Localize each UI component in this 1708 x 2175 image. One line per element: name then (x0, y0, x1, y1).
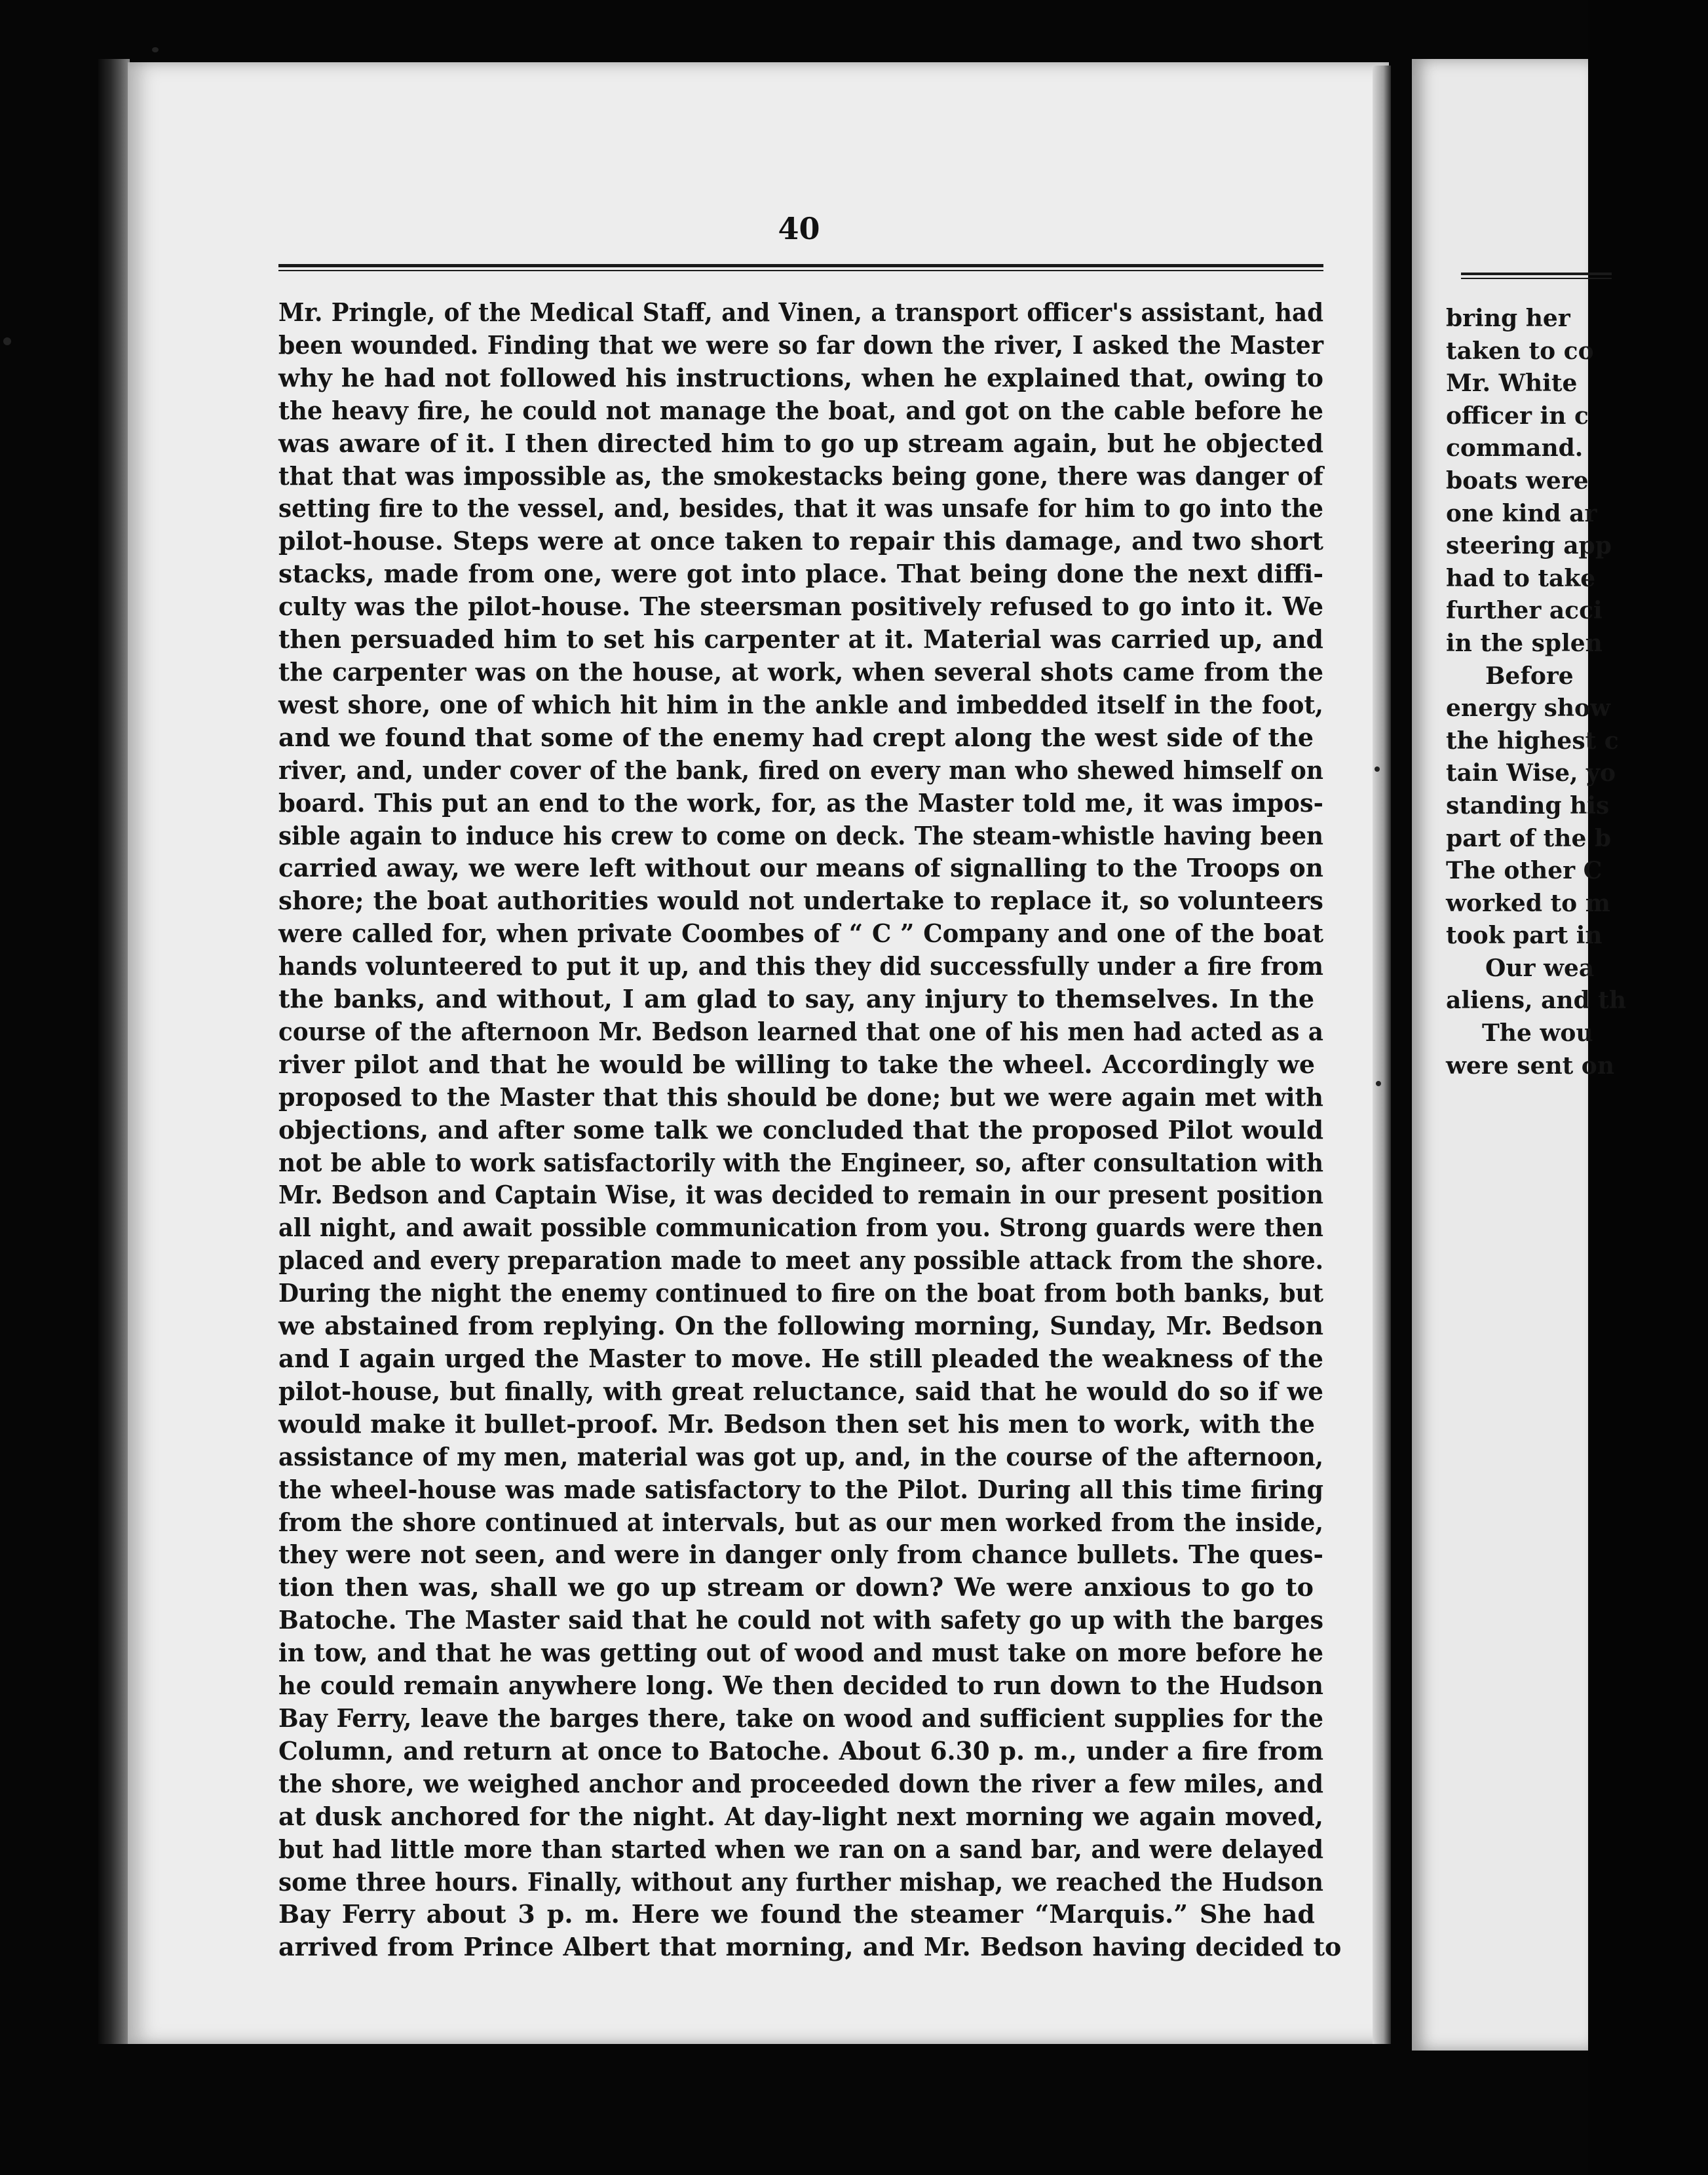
text-line: river, and, under cover of the bank, fired on every man who shewed himself on (278, 755, 1323, 785)
fragment-line: part of the b (1446, 824, 1612, 852)
text-line: arrived from Prince Albert that morning, and Mr. Bedson having decided to (278, 1932, 1342, 1962)
text-line: all night, and await possible communication from you. Strong guards were then (278, 1213, 1323, 1243)
text-line: were called for, when private Coombes of “ C ” Company and one of the boat (278, 918, 1323, 949)
text-line: they were not seen, and were in danger only from chance bullets. The ques- (278, 1540, 1323, 1570)
fragment-line: officer in c (1446, 402, 1589, 430)
fragment-line: The other C (1446, 857, 1603, 885)
scan-speck (152, 47, 159, 52)
fragment-line: The wou (1482, 1019, 1593, 1048)
text-line: but had little more than started when we ran on a sand bar, and were delayed (278, 1834, 1323, 1864)
text-line: that that was impossible as, the smokestacks being gone, there was danger of (278, 461, 1323, 491)
text-line: carried away, we were left without our means of signalling to the Troops on (278, 853, 1323, 883)
fragment-line: one kind ar (1446, 499, 1597, 527)
page-curl-edge (1373, 66, 1391, 2044)
text-line: the wheel-house was made satisfactory to the Pilot. During all this time firing (278, 1474, 1323, 1504)
fragment-line: boats were (1446, 466, 1589, 495)
text-line: board. This put an end to the work, for, as the Master told me, it was impos- (278, 787, 1323, 818)
text-line: was aware of it. I then directed him to go up stream again, but he objected (278, 428, 1323, 458)
right-page-text (1446, 303, 1708, 1082)
right-header-rule-thick (1461, 273, 1612, 275)
text-line: hands volunteered to put it up, and this they did successfully under a fire from (278, 951, 1323, 981)
right-header-rule-thin (1461, 278, 1612, 279)
text-line: the banks, and without, I am glad to say, any injury to themselves. In the (278, 984, 1314, 1014)
fragment-line: took part in (1446, 922, 1603, 950)
text-line: During the night the enemy continued to fire on the boat from both banks, but (278, 1278, 1323, 1308)
text-line: from the shore continued at intervals, but as our men worked from the inside, (278, 1507, 1323, 1537)
fragment-line: standing his (1446, 791, 1610, 820)
scan-speck (1376, 1081, 1381, 1086)
fragment-line: Before (1485, 662, 1574, 690)
text-line: been wounded. Finding that we were so far down the river, I asked the Master (278, 330, 1323, 360)
text-line: he could remain anywhere long. We then decided to run down to the Hudson (278, 1671, 1323, 1701)
text-line: stacks, made from one, were got into place. That being done the next diffi- (278, 559, 1323, 589)
text-line: culty was the pilot-house. The steersman positively refused to go into it. We (278, 592, 1323, 622)
fragment-line: command. (1446, 434, 1584, 463)
fragment-line: aliens, and th (1446, 987, 1627, 1015)
fragment-line: were sent on (1446, 1051, 1614, 1080)
text-line: setting fire to the vessel, and, besides, that it was unsafe for him to go into the (278, 493, 1323, 523)
text-line: would make it bullet-proof. Mr. Bedson then set his men to work, with the (278, 1409, 1315, 1439)
text-line: sible again to induce his crew to come on deck. The steam-whistle having been (278, 820, 1323, 850)
fragment-line: Mr. White (1446, 369, 1578, 398)
text-line: west shore, one of which hit him in the ankle and imbedded itself in the foot, (278, 689, 1323, 719)
fragment-line: the highest c (1446, 727, 1619, 755)
page-number: 40 (778, 211, 820, 246)
header-rule-thin (278, 270, 1323, 271)
fragment-line: worked to m (1446, 889, 1610, 917)
scan-speck (3, 337, 11, 345)
text-line: the shore, we weighed anchor and proceeded down the river a few miles, and (278, 1768, 1323, 1798)
text-line: Bay Ferry, leave the barges there, take on wood and sufficient supplies for the (278, 1703, 1323, 1733)
text-line: Mr. Pringle, of the Medical Staff, and Vinen, a transport officer's assistant, had (278, 297, 1323, 327)
text-line: Bay Ferry about 3 p. m. Here we found the steamer “Marquis.” She had (278, 1899, 1315, 1929)
text-line: Batoche. The Master said that he could not with safety go up with the barges (278, 1605, 1323, 1635)
fragment-line: had to take (1446, 564, 1596, 592)
fragment-line: taken to co (1446, 337, 1594, 365)
right-page-fragment (1412, 59, 1627, 2051)
text-line: shore; the boat authorities would not undertake to replace it, so volunteers (278, 886, 1323, 916)
fragment-line: Our wea (1485, 954, 1595, 982)
text-line: tion then was, shall we go up stream or down? We were anxious to go to (278, 1572, 1314, 1602)
text-line: and I again urged the Master to move. He still pleaded the weakness of the (278, 1344, 1323, 1373)
fragment-line: energy show (1446, 694, 1611, 723)
fragment-line: bring her (1446, 305, 1570, 332)
text-line: why he had not followed his instructions, when he explained that, owing to (278, 362, 1323, 392)
body-text (278, 296, 1342, 1963)
fragment-line: further acci (1446, 597, 1603, 625)
text-line: the heavy fire, he could not manage the boat, and got on the cable before he (278, 395, 1323, 425)
text-line: we abstained from replying. On the following morning, Sunday, Mr. Bedson (278, 1311, 1323, 1341)
text-line: pilot-house, but finally, with great reluctance, said that he would do so if we (278, 1376, 1323, 1406)
text-line: some three hours. Finally, without any further mishap, we reached the Hudson (278, 1866, 1323, 1897)
fragment-line: in the splen (1446, 629, 1603, 657)
text-line: not be able to work satisfactorily with the Engineer, so, after consultation with (278, 1147, 1323, 1177)
text-line: course of the afternoon Mr. Bedson learned that one of his men had acted as a (278, 1016, 1323, 1046)
text-line: the carpenter was on the house, at work, when several shots came from the (278, 656, 1323, 687)
text-line: placed and every preparation made to meet any possible attack from the shore. (278, 1245, 1323, 1276)
fragment-line: steering app (1446, 532, 1612, 560)
text-line: river pilot and that he would be willing to take the wheel. Accordingly we (278, 1049, 1315, 1079)
text-line: in tow, and that he was getting out of wood and must take on more before he (278, 1638, 1323, 1668)
text-line: and we found that some of the enemy had crept along the west side of the (278, 722, 1314, 752)
text-line: then persuaded him to set his carpenter at it. Material was carried up, and (278, 624, 1323, 654)
text-line: assistance of my men, material was got up, and, in the course of the afternoon, (278, 1441, 1323, 1471)
text-line: objections, and after some talk we concluded that the proposed Pilot would (278, 1114, 1323, 1144)
text-line: Column, and return at once to Batoche. About 6.30 p. m., under a fire from (278, 1735, 1323, 1766)
header-rule-thick (278, 264, 1323, 267)
text-line: Mr. Bedson and Captain Wise, it was decided to remain in our present position (278, 1180, 1323, 1210)
text-line: proposed to the Master that this should be done; but we were again met with (278, 1082, 1323, 1112)
book-gutter-shadow (98, 59, 130, 2044)
fragment-line: tain Wise, yo (1446, 759, 1616, 787)
text-line: pilot-house. Steps were at once taken to repair this damage, and two short (278, 526, 1323, 556)
scan-speck (1375, 766, 1380, 772)
text-line: at dusk anchored for the night. At day-light next morning we again moved, (278, 1801, 1323, 1831)
